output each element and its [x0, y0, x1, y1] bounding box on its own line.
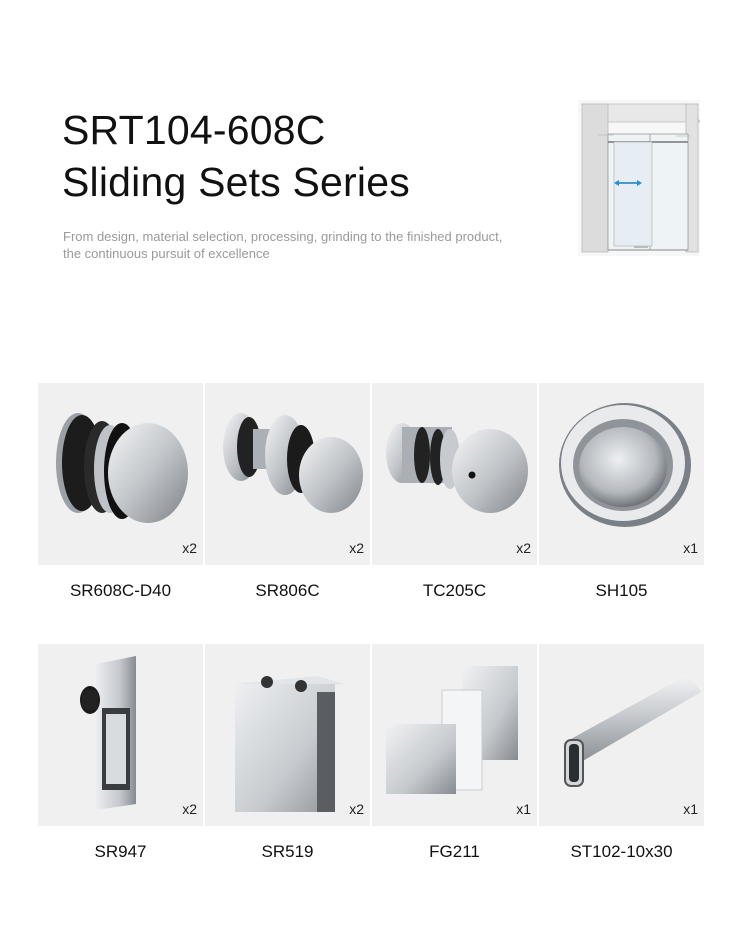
product-image — [539, 644, 704, 826]
quantity: x2 — [349, 540, 364, 556]
product-image — [372, 644, 537, 826]
round-roller-knob-icon — [38, 383, 203, 565]
quantity: x1 — [683, 540, 698, 556]
quantity: x1 — [683, 801, 698, 817]
quantity: x2 — [349, 801, 364, 817]
product-code: SR608C-D40 — [69, 581, 172, 600]
product-image — [205, 644, 370, 826]
subtitle-line-2: the continuous pursuit of excellence — [63, 246, 270, 261]
product-image — [38, 383, 203, 565]
product-image — [372, 383, 537, 565]
double-roller-icon — [205, 383, 370, 565]
product-image — [205, 383, 370, 565]
round-recessed-handle-icon — [539, 383, 704, 565]
title-line-2: Sliding Sets Series — [62, 159, 410, 205]
quantity: x1 — [516, 801, 531, 817]
product-image — [38, 644, 203, 826]
product-code: SR947 — [94, 842, 147, 861]
product-code: SR519 — [261, 842, 314, 861]
quantity: x2 — [516, 540, 531, 556]
product-code: SH105 — [595, 581, 648, 600]
subtitle — [63, 228, 502, 262]
product-code: TC205C — [422, 581, 487, 600]
floor-guide-icon — [372, 644, 537, 826]
product-code: FG211 — [429, 842, 480, 861]
subtitle-line-1: From design, material selection, processing, grinding to the finished product, — [63, 229, 503, 244]
glass-clamp-icon — [205, 644, 370, 826]
shower-enclosure-diagram — [578, 100, 700, 256]
rectangular-tube-icon — [539, 644, 704, 826]
stopper-bracket-icon — [38, 644, 203, 826]
quantity: x2 — [182, 801, 197, 817]
product-image — [539, 383, 704, 565]
product-code: ST102-10x30 — [570, 842, 673, 861]
quantity: x2 — [182, 540, 197, 556]
product-code: SR806C — [255, 581, 320, 600]
page-title — [62, 104, 410, 208]
roller-with-hole-icon — [372, 383, 537, 565]
title-line-1: SRT104-608C — [62, 107, 326, 153]
